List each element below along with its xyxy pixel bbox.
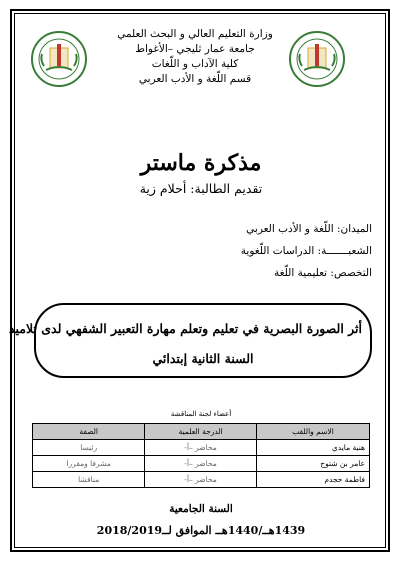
field-domain: الميدان: اللّغة و الأدب العربي [246,223,372,235]
field-branch: الشعبـــــــة: الدراسات اللّغوية [240,245,372,257]
member-role: مشرفا ومقررا [33,456,145,472]
table-row [33,472,370,488]
member-rank: محاضر –أ- [145,456,257,472]
member-name: عامر بن شتوح [256,456,369,472]
thesis-title-line2: السنة الثانية إبتدائي [152,351,254,366]
member-name: هنية مايدي [256,440,369,456]
member-role: مناقشا [33,472,145,488]
member-role: رئيسا [33,440,145,456]
member-rank: محاضر –أ- [145,440,257,456]
ministry-name: وزارة التعليم العالي و البحث العلمي [117,28,273,40]
thesis-title-box [8,303,372,378]
table-header-row [33,424,370,440]
university-logo-left [30,30,88,88]
student-name: تقديم الطالبة: أحلام زية [139,181,263,196]
column-header-role: الصفة [33,424,145,440]
table-row [33,440,370,456]
thesis-title-line1: أثر الصورة البصرية في تعليم وتعلم مهارة التعبير الشفهي لدى تلاميذ [8,321,362,336]
university-name: جامعة عمار ثليجي –الأغواط [135,43,255,55]
member-rank: محاضر –أ- [145,472,257,488]
committee-caption: أعضاء لجنة المناقشة [170,410,232,418]
faculty-name: كلية الآداب و اللّغات [151,58,239,70]
table-row [33,456,370,472]
department-name: قسم اللّغة و الأدب العربي [138,73,252,85]
column-header-rank: الدرجة العلمية [145,424,257,440]
field-specialty: التخصص: تعليمية اللّغة [273,267,372,279]
member-name: فاطمة حجدم [256,472,369,488]
academic-year-label: السنة الجامعية [169,503,233,515]
institution-header [90,27,300,87]
committee-table [32,423,370,488]
column-header-name: الاسم واللقب [256,424,369,440]
academic-year: 1439هــ/1440هــ الموافق لــ2018/2019 [96,524,306,537]
document-title: مذكرة ماستر [140,150,262,176]
